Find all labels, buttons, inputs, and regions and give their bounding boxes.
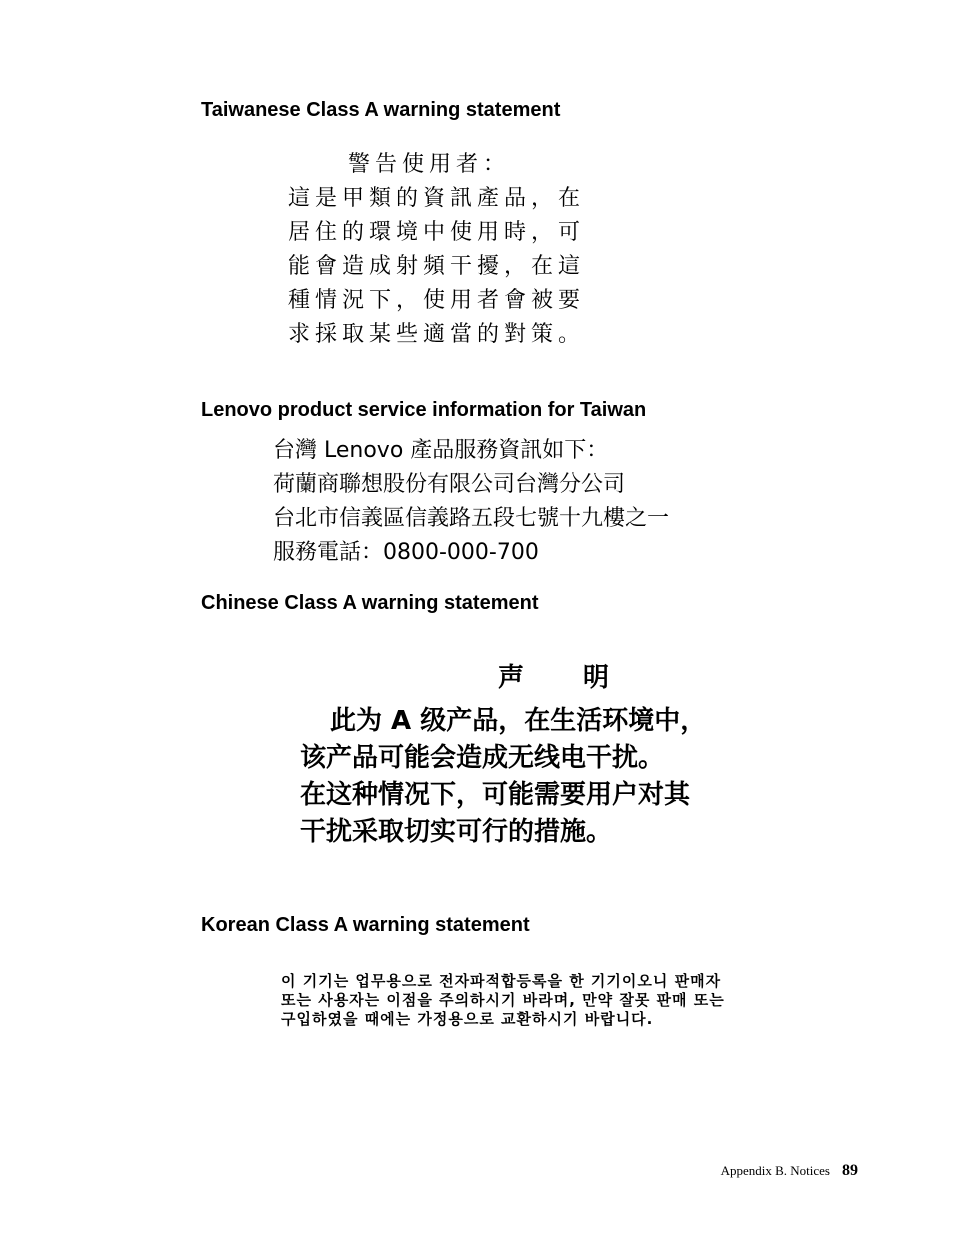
korean-warning-line: 구입하였을 때에는 가정용으로 교환하시기 바랍니다. <box>281 1010 654 1028</box>
taiwan-warning-line: 求採取某些適當的對策。 <box>288 322 586 347</box>
taiwan-warning-line: 種情況下，使用者會被要 <box>288 288 586 313</box>
taiwan-warning-title: 警告使用者： <box>348 152 511 177</box>
chinese-warning-line: 该产品可能会造成无线电干扰。 <box>300 743 665 773</box>
chinese-warning-heading: Chinese Class A warning statement <box>201 592 539 614</box>
chinese-warning-line: 在这种情况下，可能需要用户对其 <box>300 780 691 810</box>
taiwan-warning-line: 居住的環境中使用時，可 <box>288 220 586 245</box>
korean-warning-line: 이 기기는 업무용으로 전자파적합등록을 한 기기이오니 판매자 <box>281 972 722 990</box>
lenovo-service-heading: Lenovo product service information for Taiwan <box>201 399 647 421</box>
footer-section-title: Appendix B. Notices <box>720 1163 830 1178</box>
lenovo-service-info <box>273 434 669 570</box>
chinese-warning-statement <box>300 660 706 851</box>
taiwan-warning-statement <box>288 148 618 352</box>
lenovo-service-line: 台北市信義區信義路五段七號十九樓之一 <box>273 506 670 531</box>
lenovo-service-phone: 服務電話：0800-000-700 <box>273 540 539 565</box>
korean-warning-heading: Korean Class A warning statement <box>201 914 530 936</box>
chinese-warning-line: 此为 A 级产品，在生活环境中， <box>330 706 707 736</box>
chinese-warning-line: 干扰采取切实可行的措施。 <box>300 817 613 847</box>
korean-warning-line: 또는 사용자는 이점을 주의하시기 바라며, 만약 잘못 판매 또는 <box>281 991 725 1009</box>
taiwan-warning-line: 能會造成射頻干擾，在這 <box>288 254 586 279</box>
lenovo-service-line: 台灣 Lenovo 產品服務資訊如下： <box>273 438 609 463</box>
lenovo-service-line: 荷蘭商聯想股份有限公司台灣分公司 <box>273 472 626 497</box>
taiwan-warning-heading: Taiwanese Class A warning statement <box>201 99 561 121</box>
page-footer <box>721 1162 858 1180</box>
taiwan-warning-line: 這是甲類的資訊產品，在 <box>288 186 586 211</box>
page-number: 89 <box>842 1162 858 1179</box>
korean-warning-statement <box>281 972 725 1029</box>
chinese-warning-title: 声 明 <box>498 663 610 693</box>
